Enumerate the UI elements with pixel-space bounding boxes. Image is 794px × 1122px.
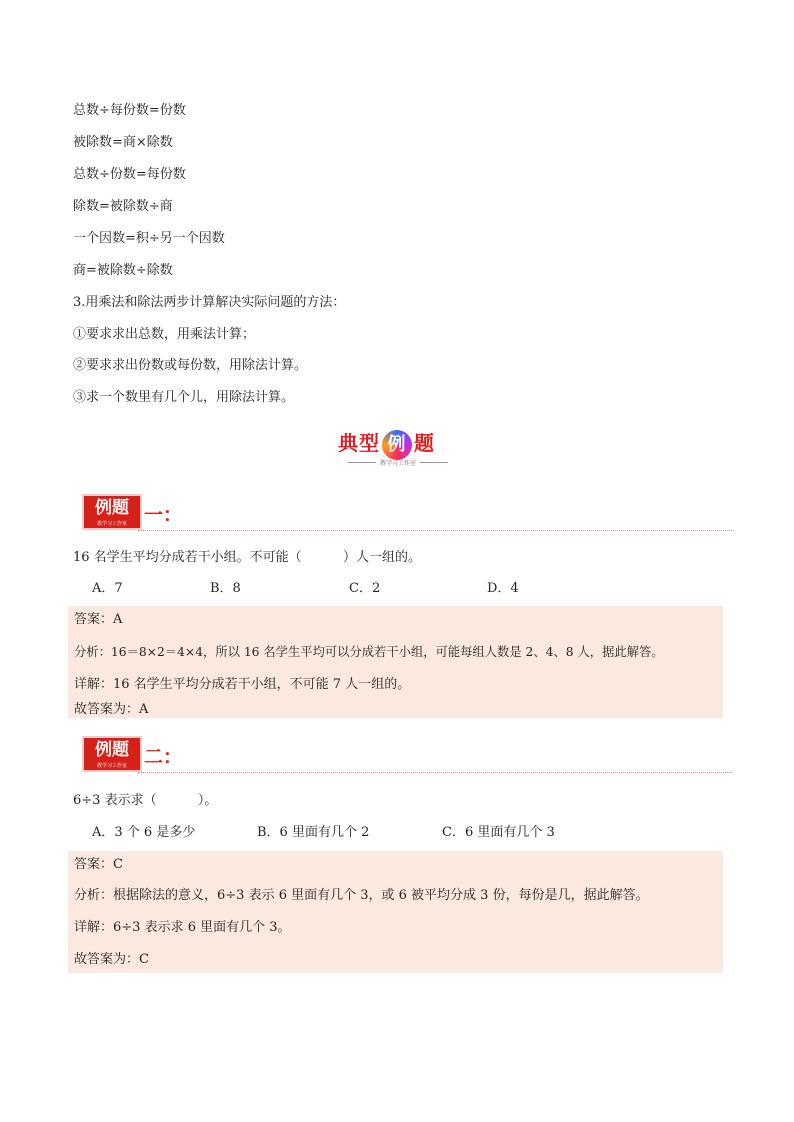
answer-text: 答案：C bbox=[74, 857, 123, 872]
detail-text: 详解：6÷3 表示求 6 里面有几个 3。 bbox=[74, 920, 291, 935]
example-2-header bbox=[82, 736, 732, 776]
example-1-question: 16 名学生平均分成若干小组。不可能（ ）人一组的。 bbox=[73, 550, 421, 565]
analysis-text: 分析：16＝8×2＝4×4，所以 16 名学生平均可以分成若干小组，可能每组人数是 2、4、8 人，据此解答。 bbox=[74, 645, 664, 659]
method-item: ③求一个数里有几个儿，用除法计算。 bbox=[73, 390, 295, 405]
example-badge-label: 例题 bbox=[95, 498, 129, 518]
example-badge-label: 例题 bbox=[95, 740, 129, 760]
option-b: B．6 里面有几个 2 bbox=[257, 825, 370, 840]
option-d: D．4 bbox=[487, 581, 519, 596]
typical-examples-banner bbox=[330, 425, 460, 470]
formula-line: 被除数=商×除数 bbox=[73, 135, 173, 150]
option-c: C．6 里面有几个 3 bbox=[442, 825, 555, 840]
example-number: 二： bbox=[144, 746, 183, 768]
option-b: B．8 bbox=[210, 581, 241, 596]
example-2-answer-box bbox=[68, 851, 723, 973]
example-badge-sub: 教学习工作室 bbox=[96, 763, 127, 769]
banner-title-right: 题 bbox=[414, 431, 435, 455]
final-answer-text: 故答案为：A bbox=[74, 702, 149, 717]
methods-heading: 3.用乘法和除法两步计算解决实际问题的方法： bbox=[73, 295, 346, 310]
detail-text: 详解：16 名学生平均分成若干小组，不可能 7 人一组的。 bbox=[74, 677, 411, 692]
answer-text: 答案：A bbox=[74, 612, 123, 627]
example-1-answer-box bbox=[68, 606, 723, 718]
analysis-text: 分析：根据除法的意义，6÷3 表示 6 里面有几个 3，或 6 被平均分成 3 份，每份是几，据此解答。 bbox=[74, 888, 649, 903]
example-badge bbox=[82, 736, 142, 772]
banner-title bbox=[338, 427, 435, 460]
formula-line: 一个因数=积÷另一个因数 bbox=[73, 231, 225, 246]
divider bbox=[138, 772, 732, 773]
formula-line: 总数÷份数=每份数 bbox=[73, 167, 186, 182]
banner-title-left: 典型 bbox=[338, 431, 380, 455]
banner-subtitle: 教学习工作室 bbox=[348, 458, 448, 467]
method-item: ②要求求出份数或每份数，用除法计算。 bbox=[73, 358, 308, 373]
example-1-header bbox=[82, 494, 732, 534]
formula-line: 总数÷每份数=份数 bbox=[73, 103, 186, 118]
example-badge bbox=[82, 494, 142, 530]
formula-line: 除数=被除数÷商 bbox=[73, 199, 173, 214]
option-a: A．3 个 6 是多少 bbox=[92, 825, 196, 840]
option-a: A．7 bbox=[92, 581, 123, 596]
method-item: ①要求求出总数，用乘法计算； bbox=[73, 327, 256, 342]
divider bbox=[138, 530, 732, 531]
final-answer-text: 故答案为：C bbox=[74, 952, 149, 967]
example-badge-sub: 教学习工作室 bbox=[96, 521, 127, 527]
example-2-question: 6÷3 表示求（ ）。 bbox=[73, 793, 218, 808]
option-c: C．2 bbox=[349, 581, 381, 596]
formula-line: 商=被除数÷除数 bbox=[73, 263, 173, 278]
example-number: 一： bbox=[144, 504, 183, 526]
banner-circle-icon: 例 bbox=[382, 430, 412, 460]
